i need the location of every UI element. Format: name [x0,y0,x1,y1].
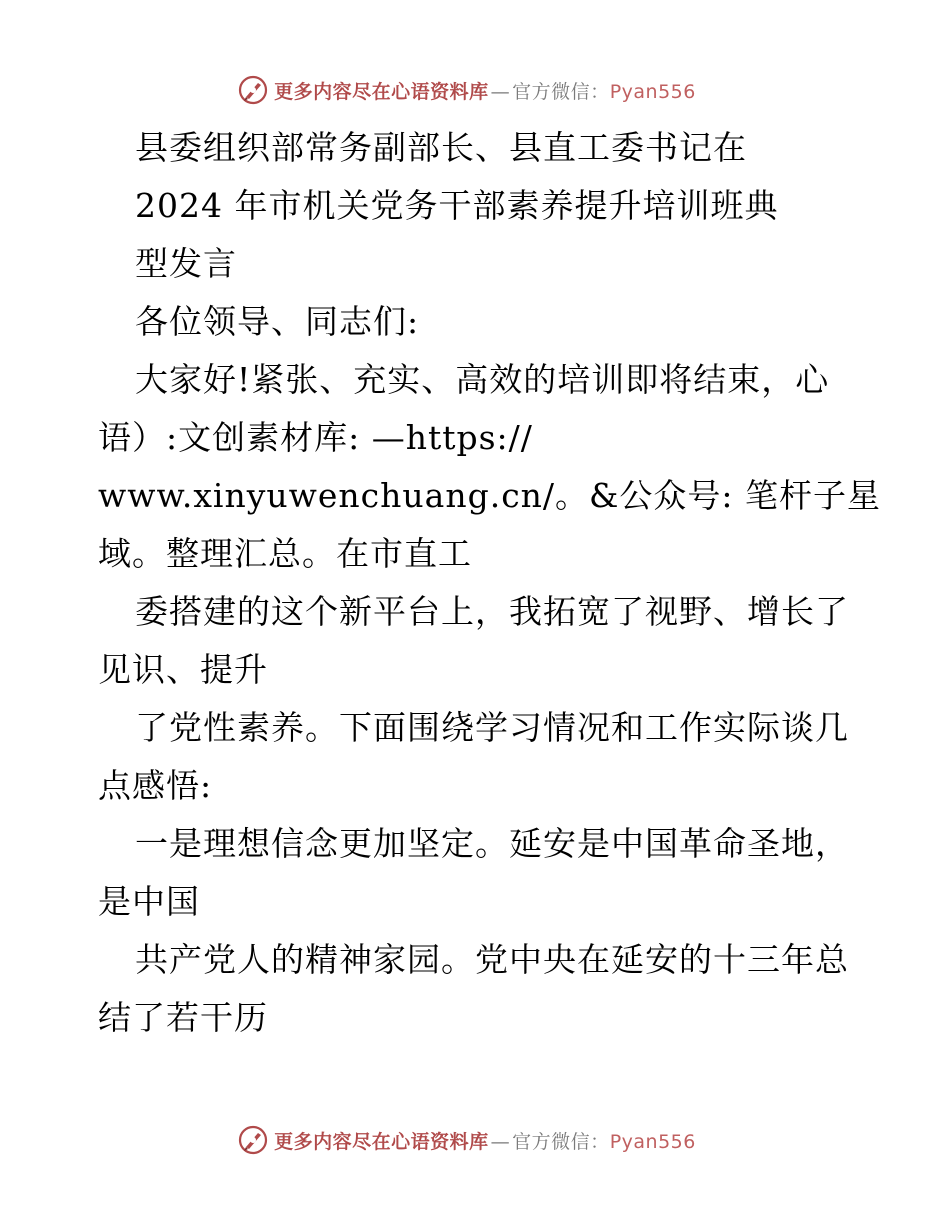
watermark-text: 更多内容尽在心语资料库 — 官方微信：Pyan556 [274,80,696,103]
title-line-3: 型发言 [135,244,237,283]
paragraph-line: 委搭建的这个新平台上，我拓宽了视野、增长了 [135,592,849,631]
header-watermark [0,70,950,110]
paragraph-line: 一是理想信念更加坚定。延安是中国革命圣地， [135,824,849,863]
salutation: 各位领导、同志们: [135,302,420,341]
paragraph-line: www.xinyuwenchuang.cn/。&公众号: 笔杆子星 [98,476,882,515]
footer-watermark [0,1120,950,1160]
quill-pen-logo-icon [238,1125,268,1155]
quill-pen-logo-icon [238,75,268,105]
title-line-2: 2024 年市机关党务干部素养提升培训班典 [135,186,779,225]
paragraph-line: 点感悟: [98,766,213,805]
title-line-1: 县委组织部常务副部长、县直工委书记在 [135,128,747,167]
paragraph-line: 结了若干历 [98,998,268,1037]
paragraph-line: 是中国 [98,882,200,921]
paragraph-line: 了党性素养。下面围绕学习情况和工作实际谈几 [135,708,849,747]
paragraph-line: 域。整理汇总。在市直工 [98,534,472,573]
paragraph-line: 大家好!紧张、充实、高效的培训即将结束，心 [135,360,830,399]
paragraph-line: 见识、提升 [98,650,268,689]
paragraph-line: 语）:文创素材库: —https:// [98,418,533,457]
watermark-text: 更多内容尽在心语资料库 — 官方微信：Pyan556 [274,1130,696,1153]
paragraph-line: 共产党人的精神家园。党中央在延安的十三年总 [135,940,849,979]
